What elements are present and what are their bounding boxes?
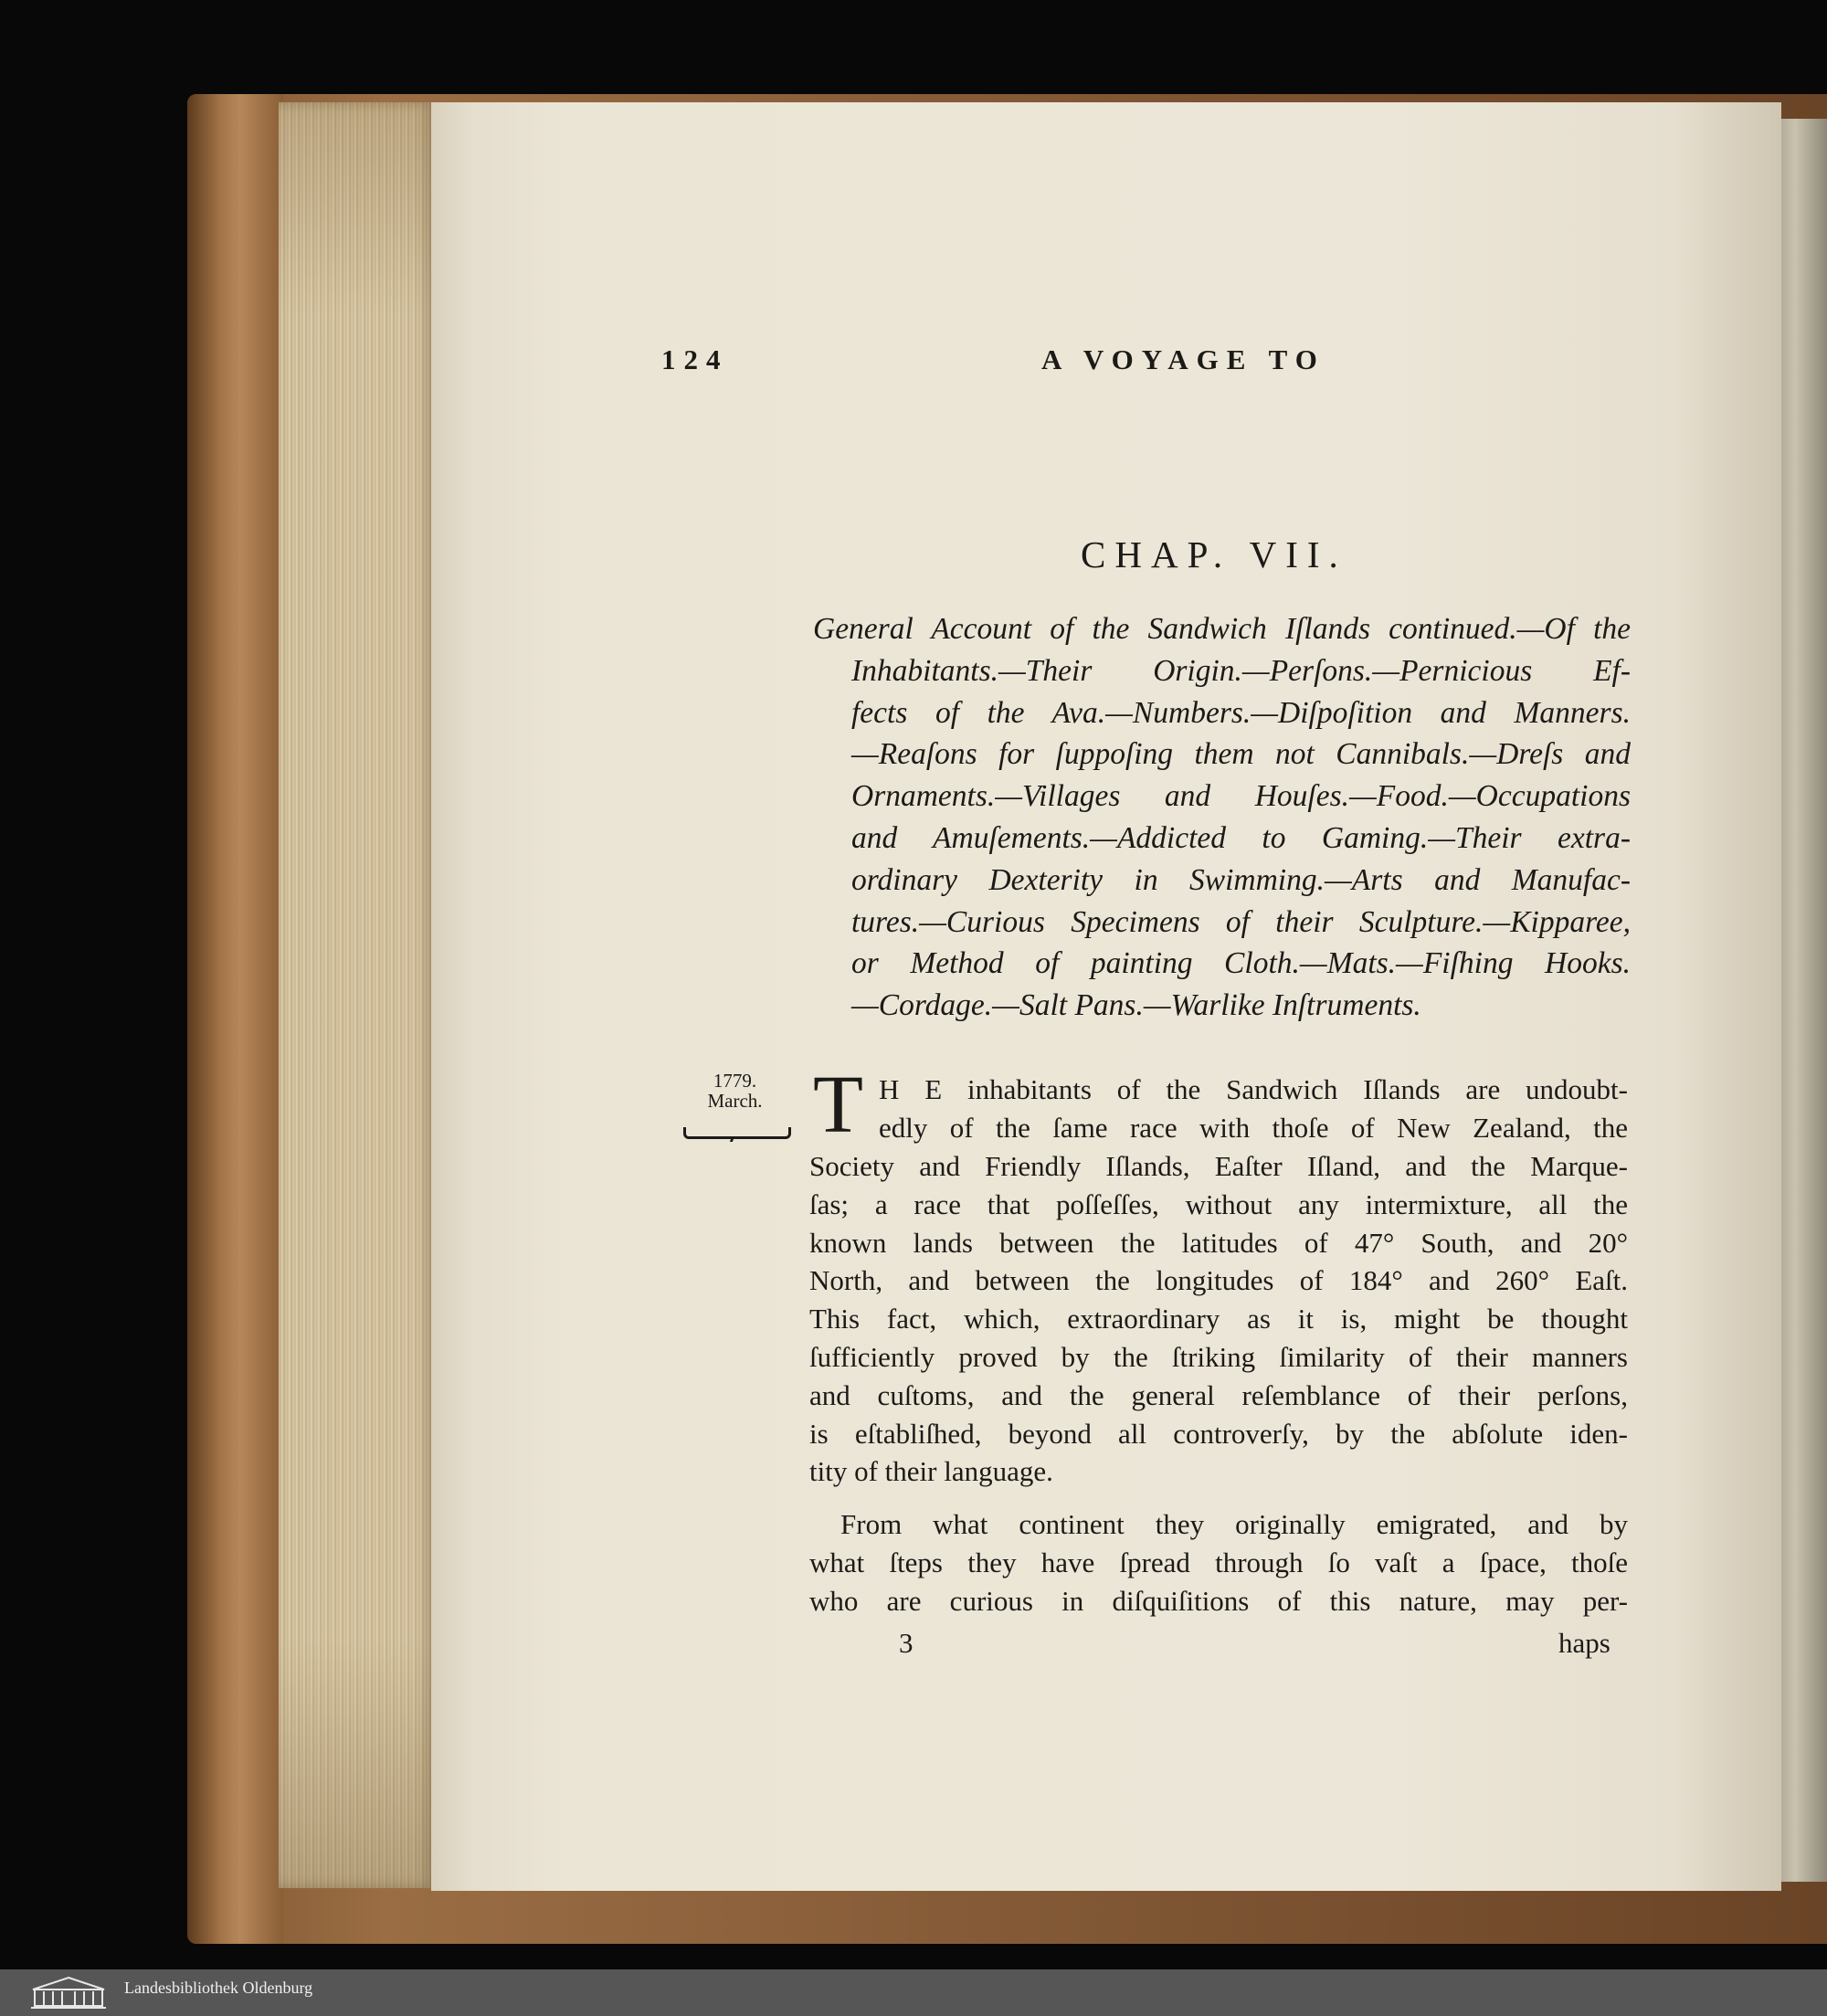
body-line: what ſteps they have ſpread through ſo vaſt a ſpace, thoſe — [809, 1546, 1628, 1578]
chapter-title: CHAP. VII. — [1081, 533, 1347, 575]
summary-line: fects of the Ava.—Numbers.—Diſpoſition and Manners. — [851, 695, 1631, 730]
margin-month: March. — [707, 1090, 763, 1112]
body-line: From what continent they originally emigrated, and by — [840, 1508, 1628, 1540]
page-edges-left — [279, 102, 434, 1888]
body-line: H E inhabitants of the Sandwich Iſlands are undoubt- — [879, 1073, 1628, 1105]
margin-note — [687, 1071, 783, 1111]
margin-bracket-tip — [730, 1136, 744, 1142]
body-line: North, and between the longitudes of 184° and 260° Eaſt. — [809, 1264, 1628, 1297]
body-line: edly of the ſame race with thoſe of New Zealand, the — [879, 1111, 1628, 1144]
body-line: known lands between the latitudes of 47° South, and 20° — [809, 1226, 1628, 1259]
body-line: tity of their language. — [809, 1455, 1053, 1488]
catchword: haps — [1558, 1627, 1611, 1659]
summary-line: Ornaments.—Villages and Houſes.—Food.—Occupations — [851, 779, 1631, 814]
drop-cap: T — [813, 1060, 863, 1150]
body-line: This fact, which, extraordinary as it is, might be thought — [809, 1303, 1628, 1335]
library-building-icon — [27, 1975, 110, 2010]
body-line: ſufficiently proved by the ſtriking ſimilarity of their manners — [809, 1340, 1628, 1373]
summary-line: ordinary Dexterity in Swimming.—Arts and Manufac- — [851, 862, 1631, 897]
library-name: Landesbibliothek Oldenburg — [124, 1979, 313, 1997]
page-number: 124 — [661, 343, 729, 375]
chapter-summary — [813, 608, 1631, 1027]
summary-line: or Method of painting Cloth.—Mats.—Fiſhing Hooks. — [851, 946, 1631, 981]
paragraph-opening — [879, 1071, 1628, 1147]
body-line: who are curious in diſquiſitions of this nature, may per- — [809, 1584, 1628, 1617]
running-title: A VOYAGE TO — [1041, 343, 1325, 375]
page-edges-right — [1774, 119, 1827, 1882]
summary-line: and Amuſements.—Addicted to Gaming.—Their extra- — [851, 820, 1631, 855]
summary-line: Inhabitants.—Their Origin.—Perſons.—Pernicious Ef- — [851, 653, 1631, 688]
margin-year: 1779. — [713, 1070, 757, 1092]
summary-line: —Reaſons for ſuppoſing them not Cannibals.—Dreſs and — [851, 737, 1631, 772]
body-line: ſas; a race that poſſeſſes, without any intermixture, all the — [809, 1187, 1628, 1220]
body-line: Society and Friendly Iſlands, Eaſter Iſland, and the Marque- — [809, 1150, 1628, 1182]
body-line: and cuſtoms, and the general reſemblance of their perſons, — [809, 1378, 1628, 1411]
paragraph-body — [809, 1147, 1628, 1491]
summary-line: —Cordage.—Salt Pans.—Warlike Inſtruments. — [851, 988, 1421, 1023]
summary-line: General Account of the Sandwich Iſlands continued.—Of the — [813, 612, 1631, 646]
body-line: is eſtabliſhed, beyond all controverſy, by the abſolute iden- — [809, 1417, 1628, 1450]
cover-spine — [187, 94, 283, 1944]
signature-mark: 3 — [899, 1627, 914, 1659]
summary-line: tures.—Curious Specimens of their Sculpture.—Kipparee, — [851, 904, 1631, 939]
paragraph-second — [809, 1505, 1628, 1620]
